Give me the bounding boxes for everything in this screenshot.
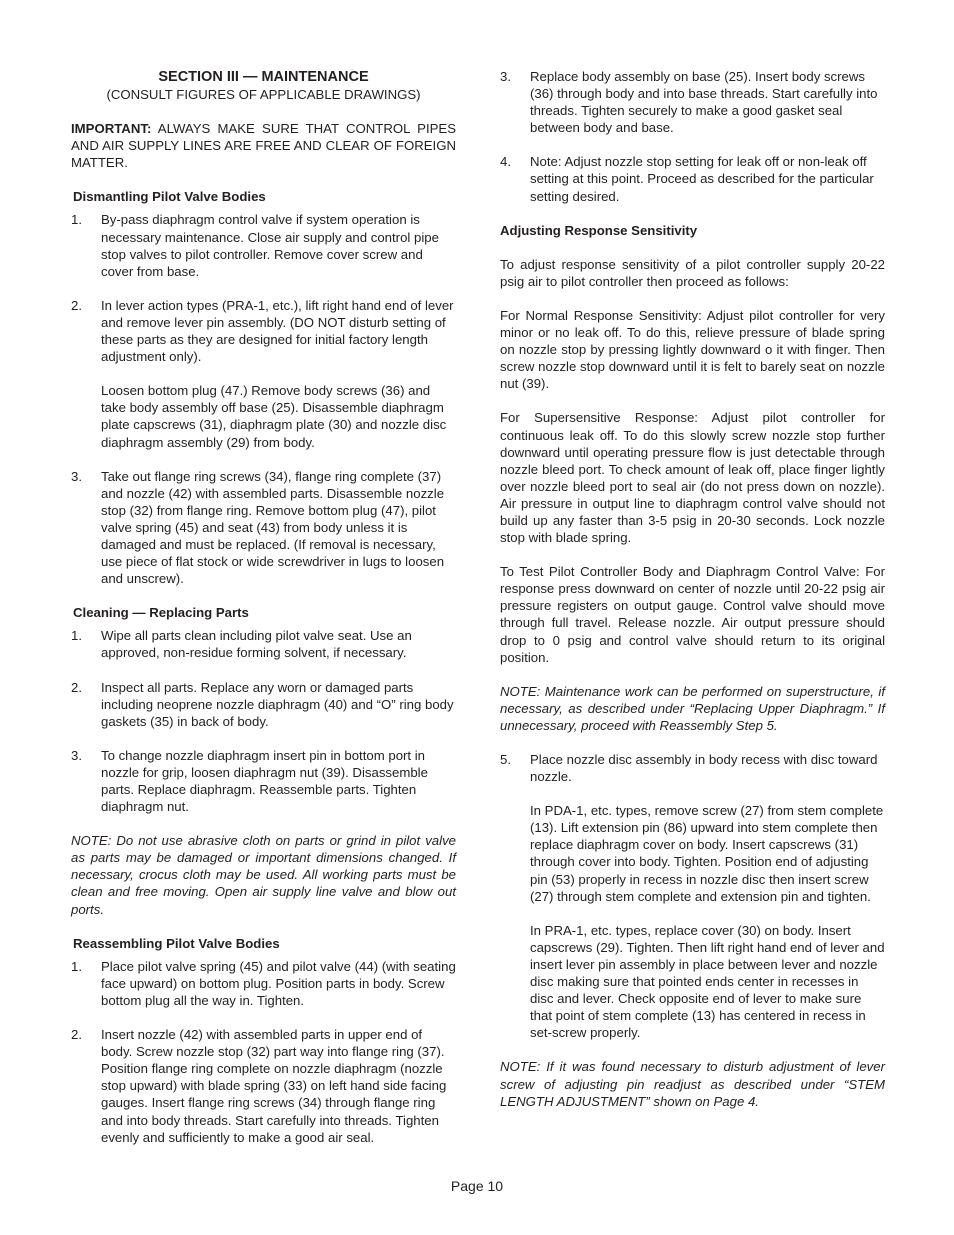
item-text: In lever action types (PRA-1, etc.), lift right hand end of lever and remove lever pin assembly. (DO NOT disturb setting of these parts as they are designed for initial factory length adjustment only). (101, 297, 454, 365)
section-title: SECTION III — MAINTENANCE (158, 69, 369, 85)
important-notice (71, 120, 456, 171)
item-continuation: Loosen bottom plug (47.) Remove body screws (36) and take body assembly off base (25). Disassemble diaphragm plate capscrews (31), diaphragm plate (30) and nozzle disc diaphragm assembly (29) from body. (101, 383, 447, 450)
reassembling-heading: Reassembling Pilot Valve Bodies (73, 935, 280, 951)
item-text: Wipe all parts clean including pilot valve seat. Use an approved, non-residue forming solvent, if necessary. (101, 628, 412, 661)
reassembling-item-2 (71, 1026, 456, 1146)
reassembly-step-5 (500, 751, 885, 1041)
important-text: ALWAYS MAKE SURE THAT CONTROL PIPES AND AIR SUPPLY LINES ARE FREE AND CLEAR OF FOREIGN MATTER. (71, 121, 456, 171)
item-text: Place pilot valve spring (45) and pilot valve (44) (with seating face upward) on bottom plug. Position parts in body. Screw bottom plug all the way in. Tighten. (101, 958, 456, 1008)
item-number: 5. (500, 752, 511, 767)
item-text: By-pass diaphragm control valve if system operation is necessary maintenance. Close air supply and control pipe stop valves to pilot controller. Remove cover screw and cover from base. (101, 212, 439, 279)
cleaning-item-2 (71, 679, 456, 730)
superstructure-note: NOTE: Maintenance work can be performed on superstructure, if necessary, as described under “Replacing Upper Diaphragm.” If unnecessary, proceed with Reassembly Step 5. (500, 683, 885, 733)
dismantling-item-3 (71, 468, 456, 588)
cleaning-note: NOTE: Do not use abrasive cloth on parts or grind in pilot valve as parts may be damaged or important dimensions changed. If necessary, crocus cloth may be used. All working parts must be clean and free moving. Open air supply line valve and blow out ports. (71, 833, 456, 917)
important-label: IMPORTANT: (71, 121, 152, 137)
cleaning-item-3 (71, 747, 456, 815)
left-column (71, 68, 456, 1163)
item-number: 3. (71, 468, 82, 484)
reassembling-item-4 (500, 153, 885, 204)
dismantling-heading: Dismantling Pilot Valve Bodies (73, 189, 266, 205)
reassembling-item-3 (500, 68, 885, 136)
item-text: Replace body assembly on base (25). Insert body screws (36) through body and into base threads. Start carefully into threads. Tighten securely to make a good gasket seal between body and base. (530, 69, 878, 136)
item-number: 2. (71, 679, 82, 695)
item-number: 1. (71, 628, 82, 644)
item-number: 3. (500, 69, 511, 84)
right-column (500, 68, 885, 1127)
sensitivity-heading: Adjusting Response Sensitivity (500, 222, 698, 238)
page-number: Page 10 (450, 1178, 504, 1194)
item-text: Take out flange ring screws (34), flange ring complete (37) and nozzle (42) with assembled parts. Disassemble nozzle stop (32) from flange ring. Remove bottom plug (47), pilot valve spring (45) and seat (43) from body unless it is damaged and must be replaced. (If removal is necessary, use piece of flat stock or wide screwdriver in lugs to loosen and unscrew). (101, 468, 445, 587)
cleaning-item-1 (71, 627, 456, 661)
section-subtitle: (CONSULT FIGURES OF APPLICABLE DRAWINGS) (106, 87, 421, 102)
pda-paragraph: In PDA-1, etc. types, remove screw (27) from stem complete (13). Lift extension pin (86) upward into stem complete then replace diaphragm cover on body. Insert capscrews (31) through cover into body. Tighten. Position end of adjusting pin (53) properly in recess in nozzle disc then insert screw (27) through stem complete and extension pin and tighten. (530, 803, 884, 904)
reassembling-item-1 (71, 958, 456, 1009)
cleaning-heading: Cleaning — Replacing Parts (73, 605, 249, 621)
test-paragraph: To Test Pilot Controller Body and Diaphragm Control Valve: For response press downward on center of nozzle until 20-22 psig air pressure registers on output gauge. Control valve should move through full travel. Release nozzle. Air output pressure should drop to 0 psig and control valve should return to its original position. (500, 564, 885, 665)
item-number: 2. (71, 1027, 82, 1043)
item-number: 2. (71, 297, 82, 313)
item-text: To change nozzle diaphragm insert pin in bottom port in nozzle for grip, loosen diaphragm nut (39). Disassemble parts. Replace diaphragm. Reassemble parts. Tighten diaphragm nut. (101, 747, 428, 815)
item-number: 1. (71, 958, 82, 974)
item-text: Place nozzle disc assembly in body recess with disc toward nozzle. (530, 752, 878, 785)
item-number: 1. (71, 212, 82, 228)
pra-paragraph: In PRA-1, etc. types, replace cover (30) on body. Insert capscrews (29). Tighten. Then lift right hand end of lever and insert lever pin assembly in place between lever and nozzle disc making sure that pointed ends center in recesses in disc and lever. Check opposite end of lever to make sure that point of stem complete (13) has centered in recess in set-screw properly. (530, 922, 885, 1041)
supersensitive-paragraph: For Supersensitive Response: Adjust pilot controller for continuous leak off. To do this slowly screw nozzle stop further downward until operating pressure flow is just detectable through nozzle bleed port. To check amount of leak off, place finger lightly over nozzle bleed port to seal air (do not press down on nozzle). Air pressure in output line to diaphragm control valve should not build up any faster than 3-5 psig in 20-30 seconds. Lock nozzle stop with blade spring. (500, 410, 885, 546)
item-number: 4. (500, 154, 511, 170)
item-text: Note: Adjust nozzle stop setting for leak off or non-leak off setting at this point. Proceed as described for the particular setting desired. (530, 154, 874, 204)
item-text: Inspect all parts. Replace any worn or damaged parts including neoprene nozzle diaphragm (40) and “O” ring body gaskets (35) in back of body. (101, 679, 454, 729)
sensitivity-intro: To adjust response sensitivity of a pilot controller supply 20-22 psig air to pilot controller then proceed as follows: (500, 256, 885, 289)
stem-length-note: NOTE: If it was found necessary to disturb adjustment of lever screw of adjusting pin readjust as described under “STEM LENGTH ADJUSTMENT” shown on Page 4. (500, 1059, 885, 1109)
item-text: Insert nozzle (42) with assembled parts in upper end of body. Screw nozzle stop (32) part way into flange ring (37). Position flange ring complete on nozzle diaphragm (nozzle stop upward) with blade spring (33) on left hand side facing gauges. Insert flange ring screws (34) through flange ring and into body threads. Start carefully into threads. Tighten evenly and sufficiently to make a good air seal. (101, 1027, 447, 1145)
dismantling-item-1 (71, 211, 456, 279)
dismantling-item-2 (71, 297, 456, 451)
item-number: 3. (71, 747, 82, 763)
normal-response-paragraph: For Normal Response Sensitivity: Adjust pilot controller for very minor or no leak off. To do this, relieve pressure of blade spring on nozzle stop by pressing lightly downward o it with finger. Then screw nozzle stop downward until it is felt to barely seat on nozzle nut (39). (500, 307, 885, 392)
